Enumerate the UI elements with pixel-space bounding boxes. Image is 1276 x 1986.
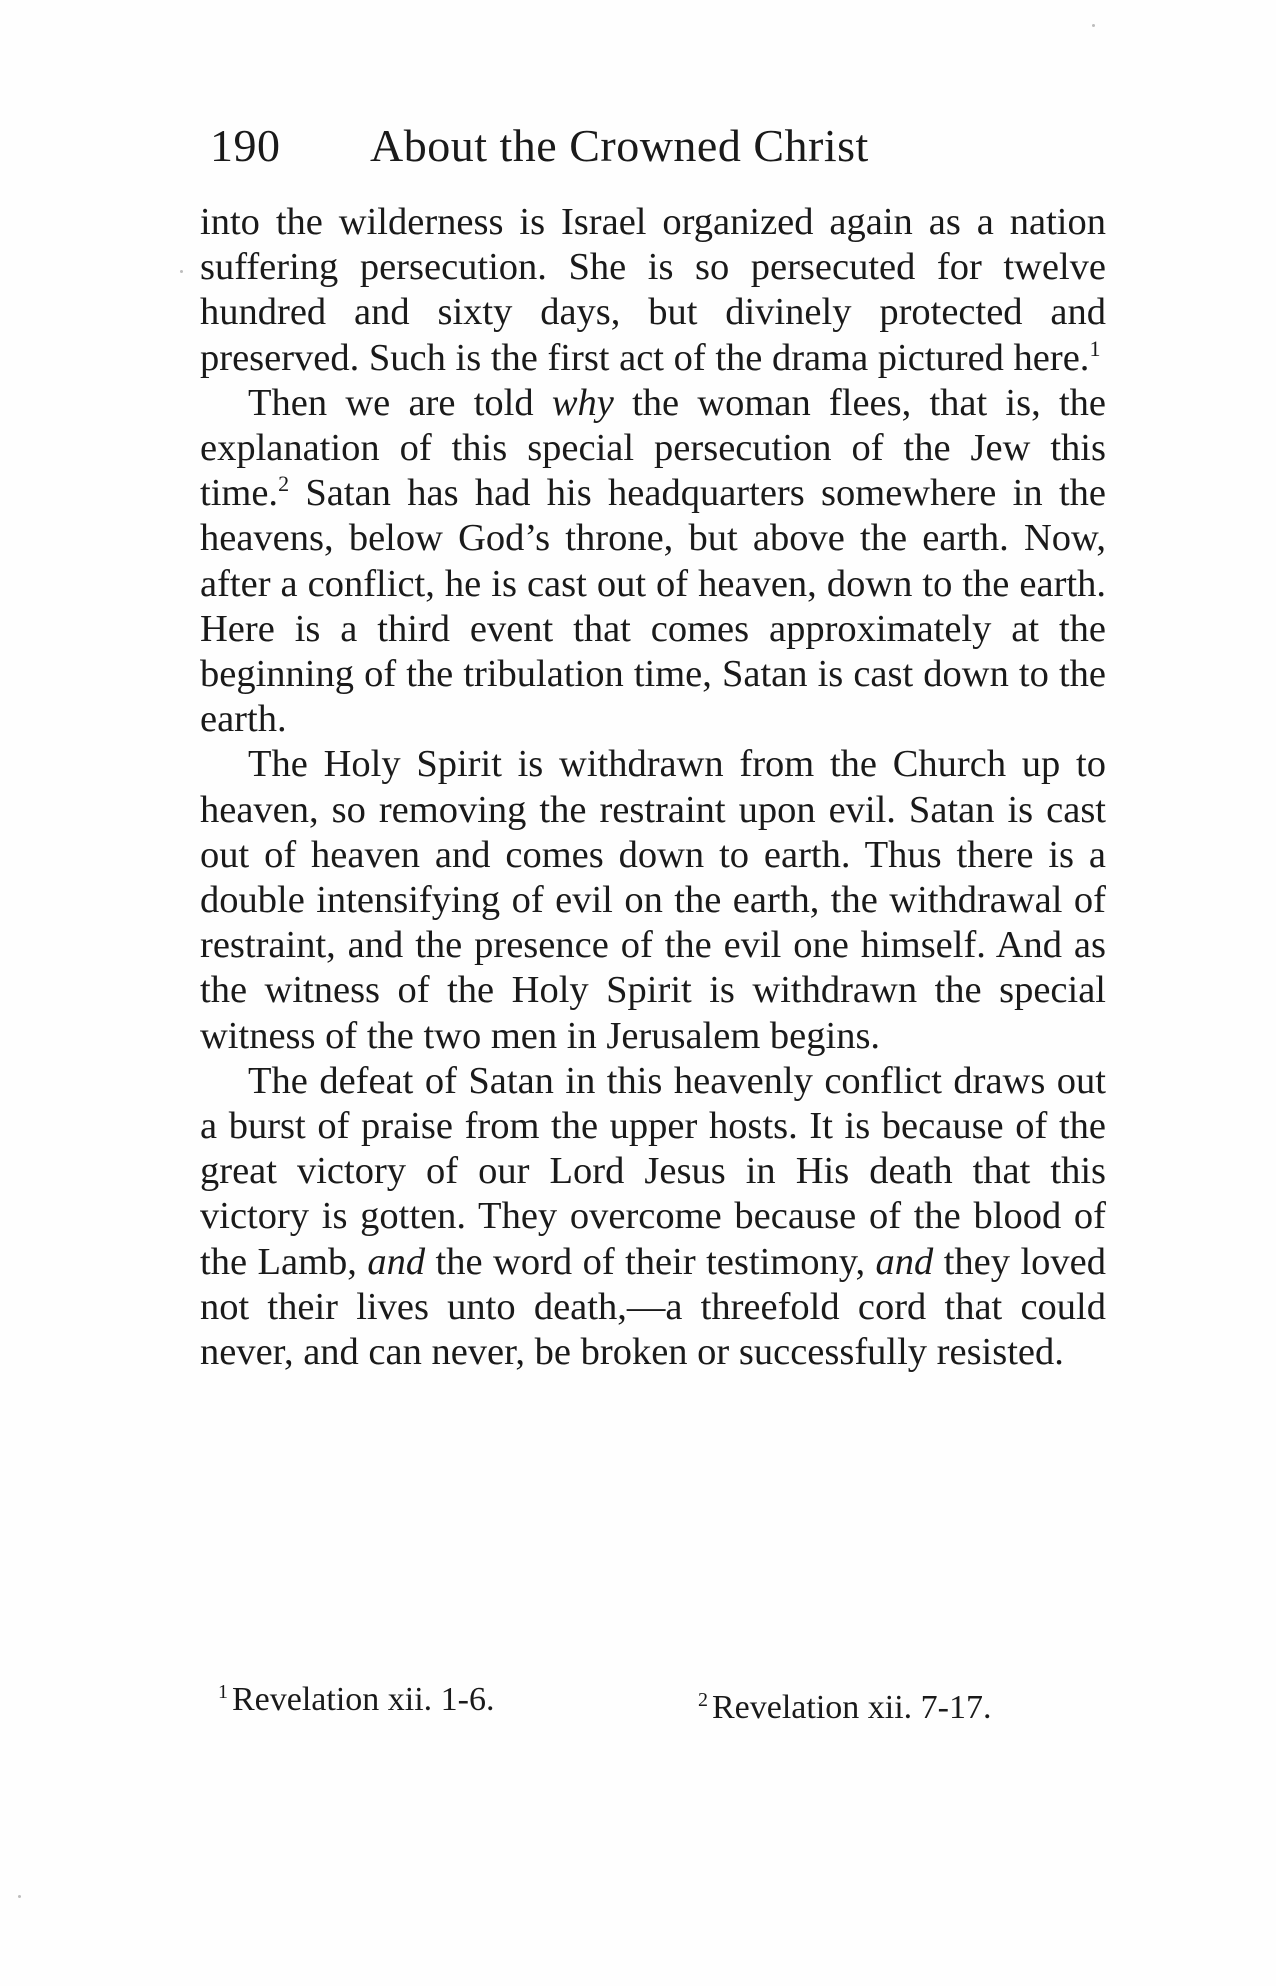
- running-title: About the Crowned Christ: [370, 120, 869, 171]
- italic-text: and: [875, 1240, 934, 1283]
- footnote-reference: 1: [1089, 335, 1101, 361]
- footnote-1: [218, 1678, 495, 1722]
- text-segment: the woman flees, that is, the explanation of this special persecution of the Jew this time.: [200, 381, 1107, 515]
- italic-text: and: [367, 1240, 426, 1283]
- footnote-text: Revelation xii. 7-17.: [712, 1689, 992, 1726]
- footnote-reference: 2: [278, 471, 290, 497]
- footnote-text: Revelation xii. 1-6.: [232, 1681, 495, 1718]
- text-segment: they loved not their lives unto death,—a threefold cord that could never, and can never, be broken or successfully resisted.: [200, 1240, 1107, 1374]
- footnote-2: [698, 1686, 992, 1730]
- footnote-marker: 1: [218, 1680, 228, 1703]
- page-number: 190: [210, 120, 281, 171]
- text-segment: the word of their testimony,: [425, 1240, 876, 1283]
- paragraph: [200, 381, 1106, 743]
- paragraph: [200, 200, 1106, 381]
- paragraph: [200, 742, 1106, 1058]
- text-segment: The defeat of Satan in this heavenly conflict draws out a burst of praise from the upper hosts. It is because of the great victory of our Lord Jesus in His death that this victory is gotten. They overcome because of the blood of the Lamb,: [200, 1059, 1106, 1283]
- paragraph: [200, 1059, 1106, 1375]
- footnote-marker: 2: [698, 1688, 708, 1711]
- text-segment: Then we are told: [248, 381, 552, 424]
- page-header: [210, 118, 1110, 174]
- scan-speck: [180, 270, 183, 273]
- text-segment: into the wilderness is Israel organized again as a nation suffering persecution. She is so persecuted for twelve hundred and sixty days, but divinely protected and preserved. Such is the first act of the drama pictured here.: [200, 201, 1106, 379]
- body-text: [200, 200, 1106, 1375]
- scan-speck: [1092, 24, 1095, 27]
- scan-speck: [18, 1895, 21, 1898]
- text-segment: The Holy Spirit is withdrawn from the Church up to heaven, so removing the restraint upon evil. Satan is cast out of heaven and comes down to earth. Thus there is a double intensifying of evil on the earth, the withdrawal of restraint, and the presence of the evil one himself. And as the witness of the Holy Spirit is withdrawn the special witness of the two men in Jerusalem begins.: [200, 743, 1106, 1057]
- italic-text: why: [551, 381, 614, 424]
- text-segment: Satan has had his headquarters somewhere in the heavens, below God’s throne, but above the earth. Now, after a conflict, he is cast out of heaven, down to the earth. Here is a third event that comes approximately at the beginning of the tribulation time, Satan is cast down to the earth.: [200, 472, 1106, 741]
